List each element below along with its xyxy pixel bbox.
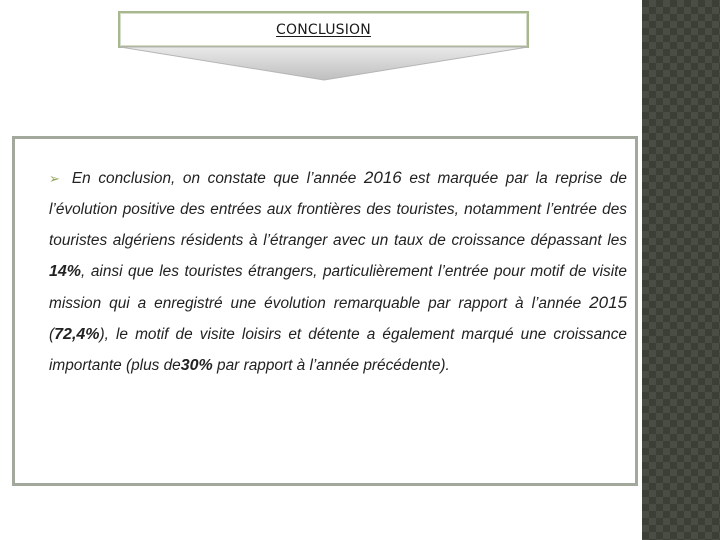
year-2016: 2016 xyxy=(363,168,402,187)
text-part: , ainsi que les touristes étrangers, particulièrement l’entrée pour motif de visite mission qui a enregistré une évolution remarquable par rapport à l’année xyxy=(49,263,627,312)
conclusion-paragraph xyxy=(49,162,627,381)
down-arrow-icon xyxy=(118,46,530,82)
year-2015: 2015 xyxy=(589,293,627,312)
text-part: ( xyxy=(49,326,55,343)
growth-30-percent: 30% xyxy=(180,357,213,374)
text-part: ), le motif de visite loisirs et détente a également marqué une croissance importante (plus de xyxy=(49,326,627,374)
text-part: est marquée par la reprise de l’évolution positive des entrées aux frontières des touristes, notamment l’entrée des touristes algériens résidents à l’étranger avec un taux de croissance dépassant les xyxy=(49,170,627,249)
bullet-arrow-icon: ➢ xyxy=(49,171,60,186)
decorative-side-strip xyxy=(642,0,720,540)
growth-14-percent: 14% xyxy=(49,263,82,280)
title-banner xyxy=(118,11,529,48)
growth-72-percent: 72,4% xyxy=(54,326,100,343)
conclusion-text-frame xyxy=(12,136,638,486)
text-part: par rapport à l’année précédente). xyxy=(212,357,450,374)
slide-title: CONCLUSION xyxy=(276,21,371,38)
text-part: En conclusion, on constate que l’année xyxy=(71,170,364,187)
